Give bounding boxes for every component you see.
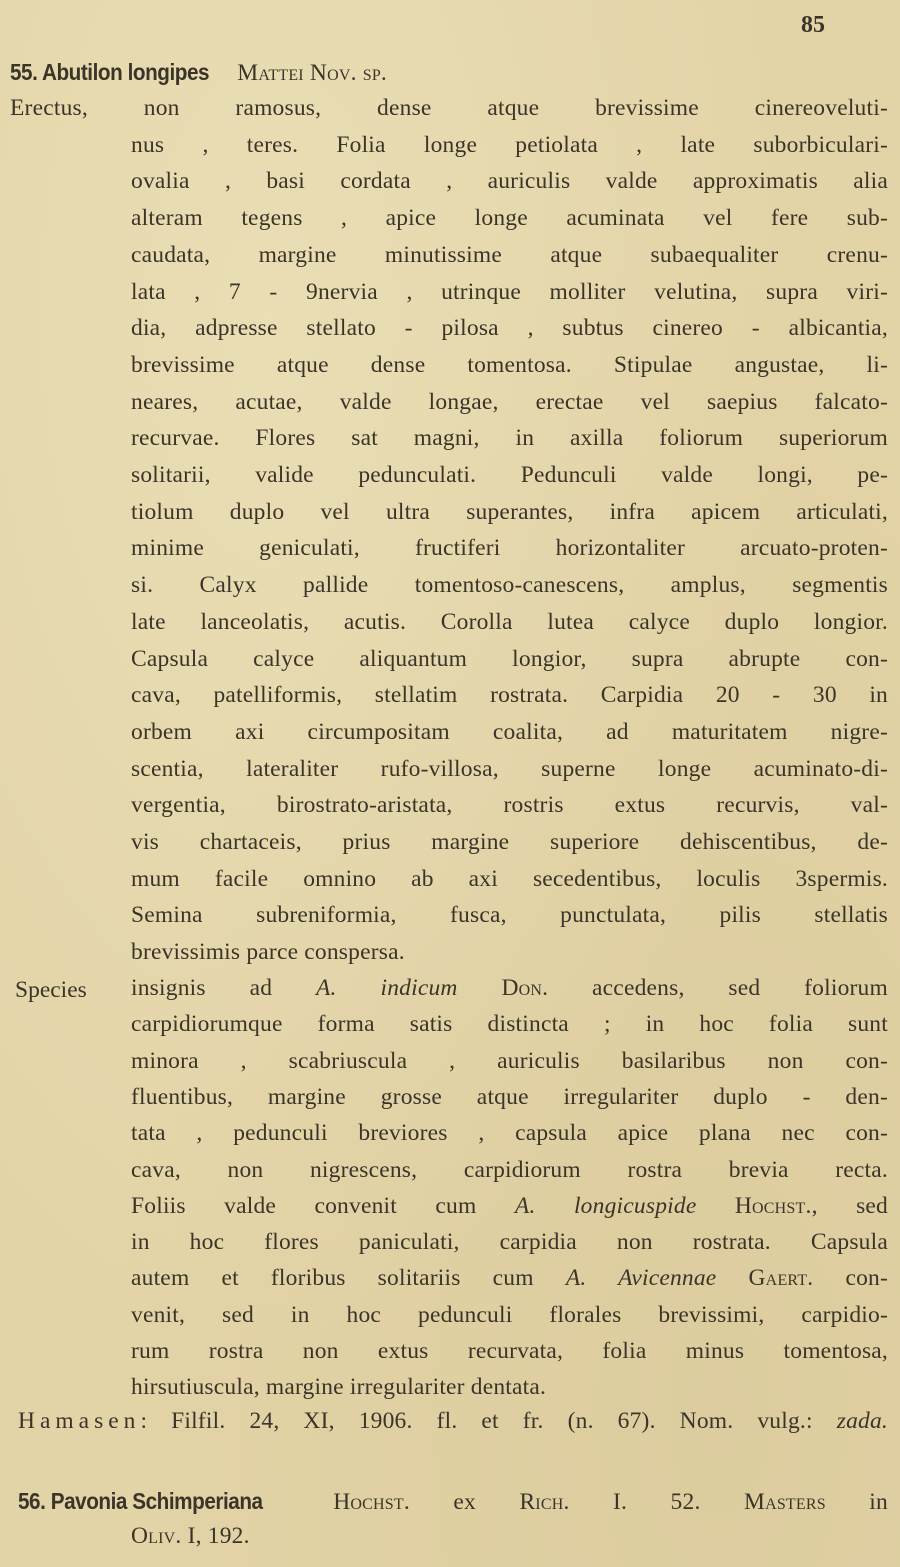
text-segment: cava, non nigrescens, carpidiorum rostra brevia recta.: [131, 1156, 888, 1183]
remarks-line: [131, 1263, 888, 1293]
text-segment: Foliis valde convenit cum: [131, 1192, 515, 1219]
author-name: Mattei Nov. sp.: [231, 60, 387, 86]
remarks-label: Species: [15, 977, 87, 1003]
remarks-line: [131, 1155, 888, 1185]
text-segment: solitarii, valide pedunculati. Pedunculi valde longi, pe-: [131, 462, 888, 488]
text-segment: : Filfil. 24, XI, 1906. fl. et fr. (n. 67). Nom. vulg.:: [140, 1408, 837, 1434]
text-segment: ex: [409, 1489, 520, 1515]
description-line: [131, 460, 888, 490]
author-name: Masters: [743, 1489, 826, 1515]
text-segment: tiolum duplo vel ultra superantes, infra apicem articulati,: [131, 498, 888, 525]
description-line: [131, 423, 888, 453]
italic-taxon-name: A. longicuspide: [514, 1192, 697, 1219]
entry-56-heading: [18, 1486, 888, 1517]
text-segment: autem et floribus solitariis cum: [131, 1265, 566, 1292]
text-segment: venit, sed in hoc pedunculi florales brevissimi, carpidio-: [131, 1301, 888, 1328]
text-segment: Capsula calyce aliquantum longior, supra abrupte con-: [131, 645, 888, 672]
text-segment: neares, acutae, valde longae, erectae vel saepius falcato-: [131, 388, 888, 415]
description-line: [131, 644, 888, 674]
remarks-line: [131, 1046, 888, 1076]
species-title: 55. Abutilon longipes: [10, 59, 210, 85]
text-segment: insignis ad: [131, 975, 316, 1001]
remarks-line: [131, 1191, 888, 1221]
entry-56-heading-cont: [131, 1521, 888, 1551]
text-segment: con-: [813, 1265, 888, 1292]
description-line: [131, 497, 888, 527]
text-segment: fluentibus, margine grosse atque irregulariter duplo - den-: [131, 1083, 888, 1110]
text-segment: hirsutiuscula, margine irregulariter dentata.: [131, 1374, 547, 1401]
remarks-line: [131, 1300, 888, 1330]
remarks-line: [131, 1336, 888, 1366]
species-title: 56. Pavonia Schimperiana: [18, 1488, 263, 1514]
remarks-line: [131, 1082, 888, 1112]
description-line: [131, 827, 888, 857]
author-name: Hochst.: [696, 1192, 812, 1219]
description-line: [131, 570, 888, 600]
text-segment: lata , 7 - 9nervia , utrinque molliter velutina, supra viri-: [131, 278, 888, 305]
text-segment: si. Calyx pallide tomentoso-canescens, amplus, segmentis: [131, 572, 888, 599]
description-line: [131, 533, 888, 563]
description-line: [131, 387, 888, 417]
description-line: [131, 350, 888, 380]
description-line: [131, 277, 888, 307]
description-line: [131, 130, 888, 160]
text-segment: scentia, lateraliter rufo-villosa, superne longe acuminato-di-: [131, 755, 888, 782]
entry-55-heading: [10, 57, 888, 88]
text-segment: orbem axi circumpositam coalita, ad maturitatem nigre-: [131, 718, 888, 745]
text-segment: in: [825, 1489, 888, 1515]
text-segment: Semina subreniformia, fusca, punctulata, pilis stellatis: [131, 902, 888, 929]
description-line: [131, 864, 888, 894]
text-segment: , sed: [811, 1192, 888, 1219]
description-line: [131, 937, 888, 967]
author-name: Gaert.: [716, 1265, 814, 1292]
description-line: [131, 313, 888, 343]
remarks-line: [131, 1118, 888, 1148]
text-segment: I, 192.: [181, 1523, 250, 1549]
text-segment: minora , scabriuscula , auriculis basilaribus non con-: [131, 1047, 888, 1074]
text-segment: carpidiorumque forma satis distincta ; in hoc folia sunt: [131, 1011, 888, 1038]
text-segment: brevissime atque dense tomentosa. Stipulae angustae, li-: [131, 351, 888, 378]
text-segment: cava, patelliformis, stellatim rostrata. Carpidia 20 - 30 in: [131, 682, 888, 709]
text-segment: vis chartaceis, prius margine superiore dehiscentibus, de-: [131, 829, 888, 855]
text-segment: late lanceolatis, acutis. Corolla lutea calyce duplo longior.: [131, 608, 888, 635]
remarks-line: [131, 1009, 888, 1039]
italic-taxon-name: zada.: [836, 1408, 888, 1434]
description-line: [131, 680, 888, 710]
description-line: [131, 607, 888, 637]
description-line: [131, 754, 888, 784]
text-segment: recurvae. Flores sat magni, in axilla foliorum superiorum: [131, 425, 888, 452]
text-segment: dia, adpresse stellato - pilosa , subtus cinereo - albicantia,: [131, 315, 888, 342]
author-name: Don.: [457, 975, 549, 1001]
remarks-line: [131, 1372, 888, 1402]
description-line: [131, 717, 888, 747]
author-name: Hochst.: [289, 1489, 410, 1515]
text-segment: accedens, sed foliorum: [548, 975, 888, 1001]
italic-taxon-name: A. indicum: [316, 975, 458, 1001]
text-segment: rum rostra non extus recurvata, folia minus tomentosa,: [131, 1338, 888, 1364]
text-segment: in hoc flores paniculati, carpidia non rostrata. Capsula: [131, 1229, 888, 1256]
text-segment: Hamasen: [18, 1408, 141, 1434]
text-segment: Erectus, non ramosus, dense atque brevissime cinereoveluti-: [10, 95, 888, 121]
description-line: [131, 240, 888, 270]
description-line: [131, 203, 888, 233]
description-line: [131, 900, 888, 930]
text-segment: alteram tegens , apice longe acuminata vel fere sub-: [131, 205, 888, 232]
description-line: [131, 166, 888, 196]
text-segment: nus , teres. Folia longe petiolata , late suborbiculari-: [131, 131, 888, 158]
text-segment: minime geniculati, fructiferi horizontaliter arcuato-proten-: [131, 535, 888, 562]
text-segment: I. 52.: [569, 1489, 744, 1515]
remarks-line: [131, 973, 888, 1003]
page-number: 85: [801, 12, 825, 38]
author-name: Rich.: [519, 1489, 570, 1515]
text-segment: mum facile omnino ab axi secedentibus, loculis 3spermis.: [131, 865, 888, 892]
text-segment: tata , pedunculi breviores , capsula apice plana nec con-: [131, 1120, 888, 1147]
description-line: [10, 93, 888, 123]
description-line: [131, 790, 888, 820]
text-segment: caudata, margine minutissime atque subaequaliter crenu-: [131, 241, 888, 268]
author-name: Oliv.: [131, 1523, 182, 1549]
italic-taxon-name: A. Avicennae: [565, 1265, 717, 1292]
text-segment: brevissimis parce conspersa.: [131, 939, 405, 966]
remarks-line: [131, 1227, 888, 1257]
text-segment: vergentia, birostrato-aristata, rostris extus recurvis, val-: [131, 792, 888, 819]
locality-line: [18, 1406, 888, 1436]
text-segment: ovalia , basi cordata , auriculis valde approximatis alia: [131, 168, 888, 195]
